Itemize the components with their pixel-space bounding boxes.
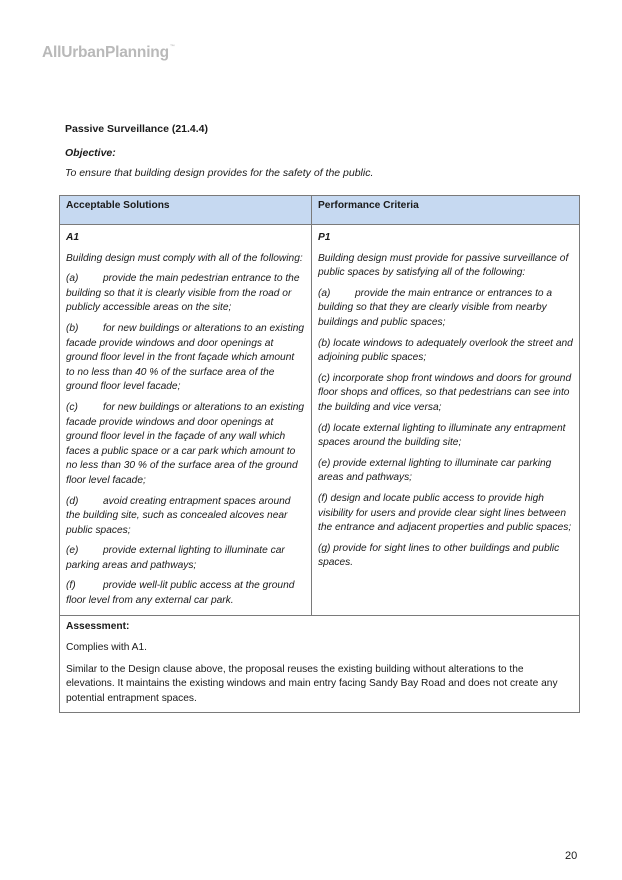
performance-criteria-cell	[312, 225, 580, 616]
list-item: (f) design and locate public access to provide high visibility for users and provide clear sight lines between the entrance and adjacent properties and public spaces;	[318, 492, 572, 534]
assessment-row	[60, 615, 580, 712]
assessment-paragraph: Complies with A1.	[66, 642, 147, 654]
acceptable-intro: Building design must comply with all of the following:	[66, 252, 303, 264]
section-title: Passive Surveillance (21.4.4)	[65, 123, 209, 135]
assessment-label: Assessment:	[66, 620, 130, 632]
acceptable-code: A1	[66, 232, 80, 243]
objective-label: Objective:	[65, 147, 116, 159]
header-acceptable-solutions: Acceptable Solutions	[60, 196, 312, 225]
header-performance-criteria: Performance Criteria	[312, 196, 580, 225]
list-item: (a) provide the main pedestrian entrance to the building so that it is clearly visible from the road or publicly accessible areas on the site;	[66, 273, 300, 314]
criteria-table	[59, 195, 580, 713]
performance-code: P1	[318, 232, 331, 243]
list-item: (b) locate windows to adequately overlook the street and adjoining public spaces;	[318, 337, 573, 364]
logo-trademark: ™	[169, 44, 175, 50]
list-item: (e) provide external lighting to illuminate car parking areas and pathways;	[66, 545, 285, 571]
list-item: (a) provide the main entrance or entrances to a building so that they are clearly visible from nearby buildings and public spaces;	[318, 287, 553, 328]
list-item: (c) incorporate shop front windows and doors for ground floor shops and offices, so that pedestrians can see into the building and vice versa;	[318, 372, 572, 413]
list-item: (g) provide for sight lines to other buildings and public spaces.	[318, 542, 560, 569]
logo	[42, 44, 175, 62]
list-item: (b) for new buildings or alterations to an existing facade provide windows and door openings at ground floor level in the front façade which amount to no less than 40 % of the surface area of the ground floor level facade;	[66, 322, 305, 393]
page-number: 20	[565, 850, 578, 862]
assessment-paragraph: Similar to the Design clause above, the proposal reuses the existing building without alterations to the elevations. It maintains the existing windows and main entry facing Sandy Bay Road and does not create any potential entrapment spaces.	[66, 663, 558, 705]
list-item: (f) provide well-lit public access at the ground floor level from any external car park.	[66, 580, 295, 607]
assessment-cell	[60, 615, 580, 712]
table-header-row	[60, 196, 580, 225]
objective-text: To ensure that building design provides for the safety of the public.	[65, 167, 374, 179]
list-item: (d) avoid creating entrapment spaces around the building site, such as concealed alcoves near public spaces;	[66, 495, 291, 536]
list-item: (d) locate external lighting to illuminate any entrapment spaces around the building site;	[318, 422, 566, 449]
list-item: (e) provide external lighting to illuminate car parking areas and pathways;	[318, 457, 552, 484]
acceptable-solutions-cell	[60, 225, 312, 616]
logo-text: AllUrbanPlanning	[42, 44, 169, 61]
performance-intro: Building design must provide for passive surveillance of public spaces by satisfying all of the following:	[318, 252, 569, 279]
table-body-row	[60, 225, 580, 616]
list-item: (c) for new buildings or alterations to an existing facade provide windows and door openings at ground floor level in the façade of any wall which faces a public space or a car park which amount to no less than 30 % of the surface area of the ground floor level facade;	[66, 401, 305, 486]
